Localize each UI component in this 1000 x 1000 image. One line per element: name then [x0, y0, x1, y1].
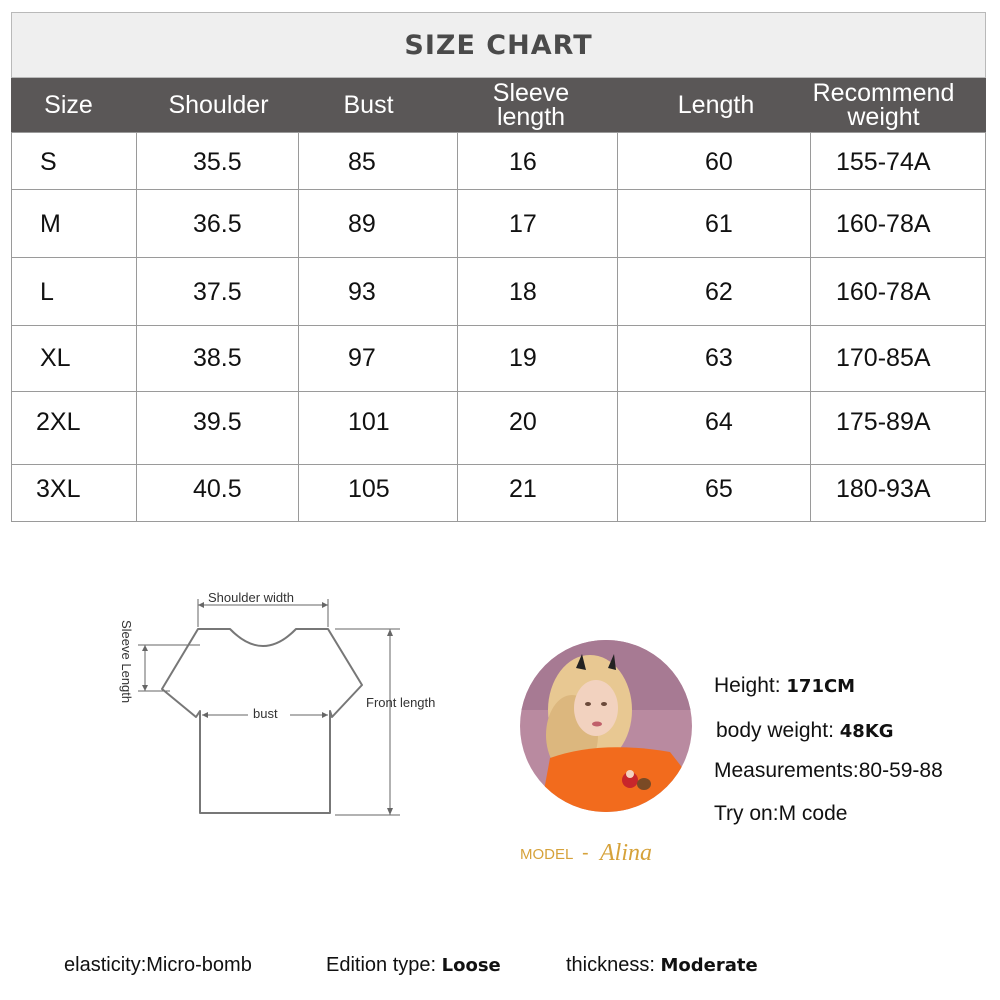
header-recommend-weight — [796, 78, 971, 132]
model-try-on: Try on:M code — [714, 802, 848, 825]
cell-sleeve: 20 — [509, 408, 537, 436]
model-photo — [520, 640, 692, 812]
cell-weight: 170-85A — [836, 344, 931, 372]
header-sleeve-line1: Sleeve — [492, 79, 570, 107]
col-divider — [810, 133, 811, 521]
header-size: Size — [44, 91, 93, 119]
cell-length: 63 — [705, 344, 733, 372]
size-chart-title-box — [11, 12, 986, 78]
header-shoulder: Shoulder — [168, 91, 269, 119]
arrow-head — [322, 712, 328, 718]
header-sleeve-length — [456, 78, 606, 132]
page-title: SIZE CHART — [404, 29, 593, 61]
bust-label: bust — [253, 706, 278, 721]
cell-bust: 105 — [348, 475, 390, 503]
model-height — [714, 674, 855, 698]
arrow-head — [198, 602, 204, 608]
arrow-head — [142, 685, 148, 691]
cell-bust: 89 — [348, 210, 376, 238]
cell-size: XL — [40, 344, 71, 372]
shoulder-width-label: Shoulder width — [208, 590, 294, 605]
cell-size: 3XL — [36, 475, 81, 503]
row-divider — [12, 189, 985, 190]
arrow-head — [202, 712, 208, 718]
cell-sleeve: 16 — [509, 148, 537, 176]
model-caption-dash: - — [582, 842, 589, 864]
cell-bust: 93 — [348, 278, 376, 306]
cell-size: S — [40, 148, 57, 176]
cell-weight: 160-78A — [836, 210, 931, 238]
model-weight-label: body weight: — [716, 719, 834, 742]
table-header — [11, 78, 986, 132]
model-weight — [716, 719, 894, 743]
header-length: Length — [677, 91, 755, 119]
col-divider — [136, 133, 137, 521]
col-divider — [298, 133, 299, 521]
model-caption — [520, 840, 680, 876]
cell-weight: 155-74A — [836, 148, 931, 176]
cell-shoulder: 36.5 — [193, 210, 242, 238]
cell-size: L — [40, 278, 54, 306]
row-divider — [12, 257, 985, 258]
cell-weight: 160-78A — [836, 278, 931, 306]
arrow-head — [142, 645, 148, 651]
model-name: Alina — [600, 840, 652, 866]
cell-bust: 97 — [348, 344, 376, 372]
cell-shoulder: 40.5 — [193, 475, 242, 503]
sleeve-length-label: Sleeve Length — [119, 620, 134, 704]
cell-sleeve: 17 — [509, 210, 537, 238]
col-divider — [457, 133, 458, 521]
model-measurements: Measurements:80-59-88 — [714, 759, 943, 782]
size-table — [11, 132, 986, 522]
cell-shoulder: 37.5 — [193, 278, 242, 306]
model-height-value: 171CM — [786, 676, 856, 697]
row-divider — [12, 325, 985, 326]
cell-length: 61 — [705, 210, 733, 238]
col-divider — [617, 133, 618, 521]
front-length-label: Front length — [366, 695, 436, 710]
header-recommend-line2: weight — [847, 103, 920, 131]
row-divider — [12, 464, 985, 465]
row-divider — [12, 391, 985, 392]
footer-thickness — [566, 954, 758, 977]
tshirt-measurement-diagram — [110, 585, 470, 830]
footer-thickness-label: thickness: — [566, 954, 655, 976]
footer-elasticity: elasticity:Micro-bomb — [64, 954, 252, 976]
arrow-head — [387, 808, 393, 815]
cell-weight: 180-93A — [836, 475, 931, 503]
cell-length: 64 — [705, 408, 733, 436]
model-height-label: Height: — [714, 674, 781, 697]
header-recommend-line1: Recommend — [812, 79, 955, 107]
cell-bust: 101 — [348, 408, 390, 436]
header-bust: Bust — [343, 91, 394, 119]
cell-weight: 175-89A — [836, 408, 931, 436]
cell-shoulder: 39.5 — [193, 408, 242, 436]
model-illustration — [520, 640, 692, 812]
arrow-head — [322, 602, 328, 608]
cell-length: 60 — [705, 148, 733, 176]
cell-shoulder: 35.5 — [193, 148, 242, 176]
model-caption-prefix: MODEL — [520, 846, 574, 863]
cell-sleeve: 19 — [509, 344, 537, 372]
footer-edition-label: Edition type: — [326, 954, 437, 976]
footer-thickness-value: Moderate — [660, 955, 758, 976]
footer-edition-value: Loose — [441, 955, 501, 976]
tshirt-outline — [162, 629, 362, 813]
cell-size: M — [40, 210, 61, 238]
cell-sleeve: 18 — [509, 278, 537, 306]
cell-length: 62 — [705, 278, 733, 306]
cell-length: 65 — [705, 475, 733, 503]
arrow-head — [387, 629, 393, 636]
cell-bust: 85 — [348, 148, 376, 176]
cell-shoulder: 38.5 — [193, 344, 242, 372]
model-weight-value: 48KG — [839, 721, 894, 742]
header-sleeve-line2: length — [496, 103, 566, 131]
cell-size: 2XL — [36, 408, 81, 436]
cell-sleeve: 21 — [509, 475, 537, 503]
footer-edition — [326, 954, 501, 977]
